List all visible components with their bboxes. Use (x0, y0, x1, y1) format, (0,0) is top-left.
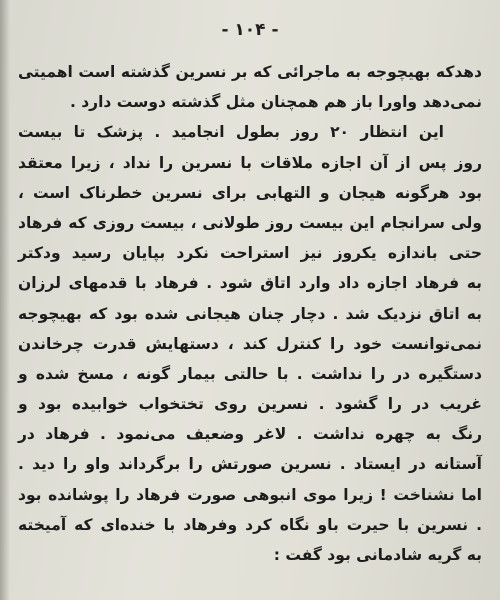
text-line: روز پس از آن اجازه ملاقات با نسرین را نداد ، زیرا معتقد (18, 153, 482, 172)
text-line: غریب در را گشود . نسرین روی تختخواب خوابیده بود و (18, 395, 482, 414)
text-line: به فرهاد اجازه داد وارد اتاق شود . فرهاد با قدمهای لرزان (18, 274, 482, 293)
text-line: دهدکه بهیچوجه به ماجرائی که بر نسرین گذشته است اهمیتی (18, 63, 482, 81)
text-line: ولی سرانجام این بیست روز طولانی ، بیست روزی که فرهاد (18, 213, 482, 232)
text-line: این انتظار ۲۰ روز بطول انجامید . پزشک تا بیست (18, 123, 444, 142)
text-line: . نسرین با حیرت باو نگاه کرد وفرهاد با خنده‌ای که آمیخته (18, 515, 482, 534)
page-number: - ۱۰۴ - (221, 20, 279, 40)
text-line: دستگیره در را نداشت . با حالتی بیمار گونه ، مسخ شده و (18, 364, 482, 383)
text-line: رنگ به چهره نداشت . لاغر وضعیف می‌نمود . فرهاد در (18, 425, 482, 444)
text-line: حتی باندازه یکروز نیز استراحت نکرد بپایان رسید ودکتر (18, 244, 482, 263)
text-line: به اتاق نزدیک شد . دچار چنان هیجانی شده بود که بهیچوجه (18, 304, 482, 323)
text-line: نمی‌دهد واورا باز هم همچنان مثل گذشته دوست دارد . (69, 93, 482, 112)
body-text (18, 57, 482, 570)
text-line: به گریه شادمانی بود گفت : (273, 546, 482, 564)
text-line: اما نشناخت ! زیرا موی انبوهی صورت فرهاد را پوشانده بود (18, 485, 482, 504)
page-edge-shadow (0, 0, 10, 600)
text-line: نمی‌توانست خود را کنترل کند ، دستهایش قدرت چرخاندن (18, 334, 482, 353)
text-line: آستانه در ایستاد . نسرین صورتش را برگرداند واو را دید . (18, 455, 482, 474)
text-line: بود هرگونه هیجان و التهابی برای نسرین خطرناک است ، (18, 183, 482, 202)
